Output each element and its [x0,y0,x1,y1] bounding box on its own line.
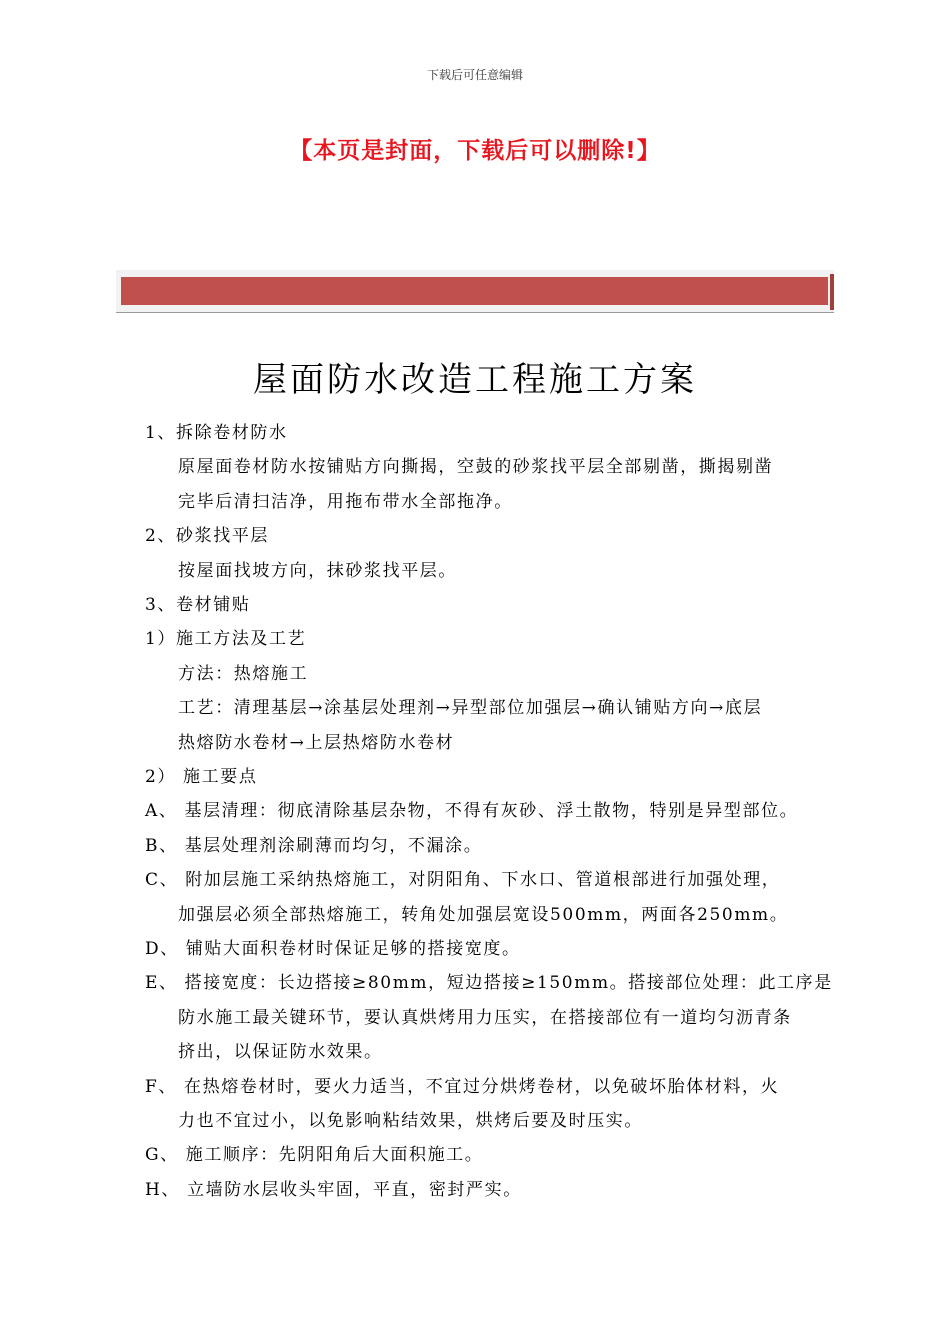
body-line: 2、砂浆找平层 [145,526,270,547]
body-line: F、 在热熔卷材时，要火力适当，不宜过分烘烤卷材，以免破坏胎体材料，火 [145,1076,780,1097]
body-line: B、 基层处理剂涂刷薄而均匀，不漏涂。 [145,835,483,856]
body-line: 完毕后清扫洁净，用拖布带水全部拖净。 [178,491,513,512]
body-line: 原屋面卷材防水按铺贴方向撕揭，空鼓的砂浆找平层全部剔凿，撕揭剔凿 [178,457,774,478]
body-line: C、 附加层施工采纳热熔施工，对阴阳角、下水口、管道根部进行加强处理， [145,870,781,891]
body-line: A、 基层清理：彻底清除基层杂物，不得有灰砂、浮土散物，特别是异型部位。 [145,801,799,822]
header-note: 下载后可任意编辑 [426,68,523,82]
body-line: 方法：热熔施工 [178,663,309,684]
banner-edge [830,274,834,310]
title-banner [116,270,834,313]
body-line: 力也不宜过小，以免影响粘结效果，烘烤后要及时压实。 [178,1111,643,1131]
body-line: 防水施工最关键环节，要认真烘烤用力压实，在搭接部位有一道均匀沥青条 [178,1007,792,1028]
banner-bar [121,277,828,305]
body-line: 1）施工方法及工艺 [145,629,307,650]
body-line: H、 立墙防水层收头牢固，平直，密封严实。 [145,1179,522,1200]
body-line: 3、卷材铺贴 [145,595,251,615]
body-line: 1、拆除卷材防水 [145,423,288,443]
body-line: G、 施工顺序：先阴阳角后大面积施工。 [145,1145,484,1166]
body-line: 按屋面找坡方向，抹砂浆找平层。 [178,560,457,581]
body-line: 加强层必须全部热熔施工，转角处加强层宽设500mm，两面各250mm。 [178,904,789,925]
document-title: 屋面防水改造工程施工方案 [253,360,697,400]
body-line: E、 搭接宽度：长边搭接≥80mm，短边搭接≥150mm。搭接部位处理：此工序是 [145,973,833,994]
body-line: D、 铺贴大面积卷材时保证足够的搭接宽度。 [145,939,521,959]
body-line: 工艺：清理基层→涂基层处理剂→异型部位加强层→确认铺贴方向→底层 [178,698,763,719]
cover-note: 【本页是封面，下载后可以删除!】 [289,138,661,164]
body-line: 热熔防水卷材→上层热熔防水卷材 [178,732,455,753]
body-line: 2） 施工要点 [145,767,258,787]
body-line: 挤出，以保证防水效果。 [178,1042,383,1063]
